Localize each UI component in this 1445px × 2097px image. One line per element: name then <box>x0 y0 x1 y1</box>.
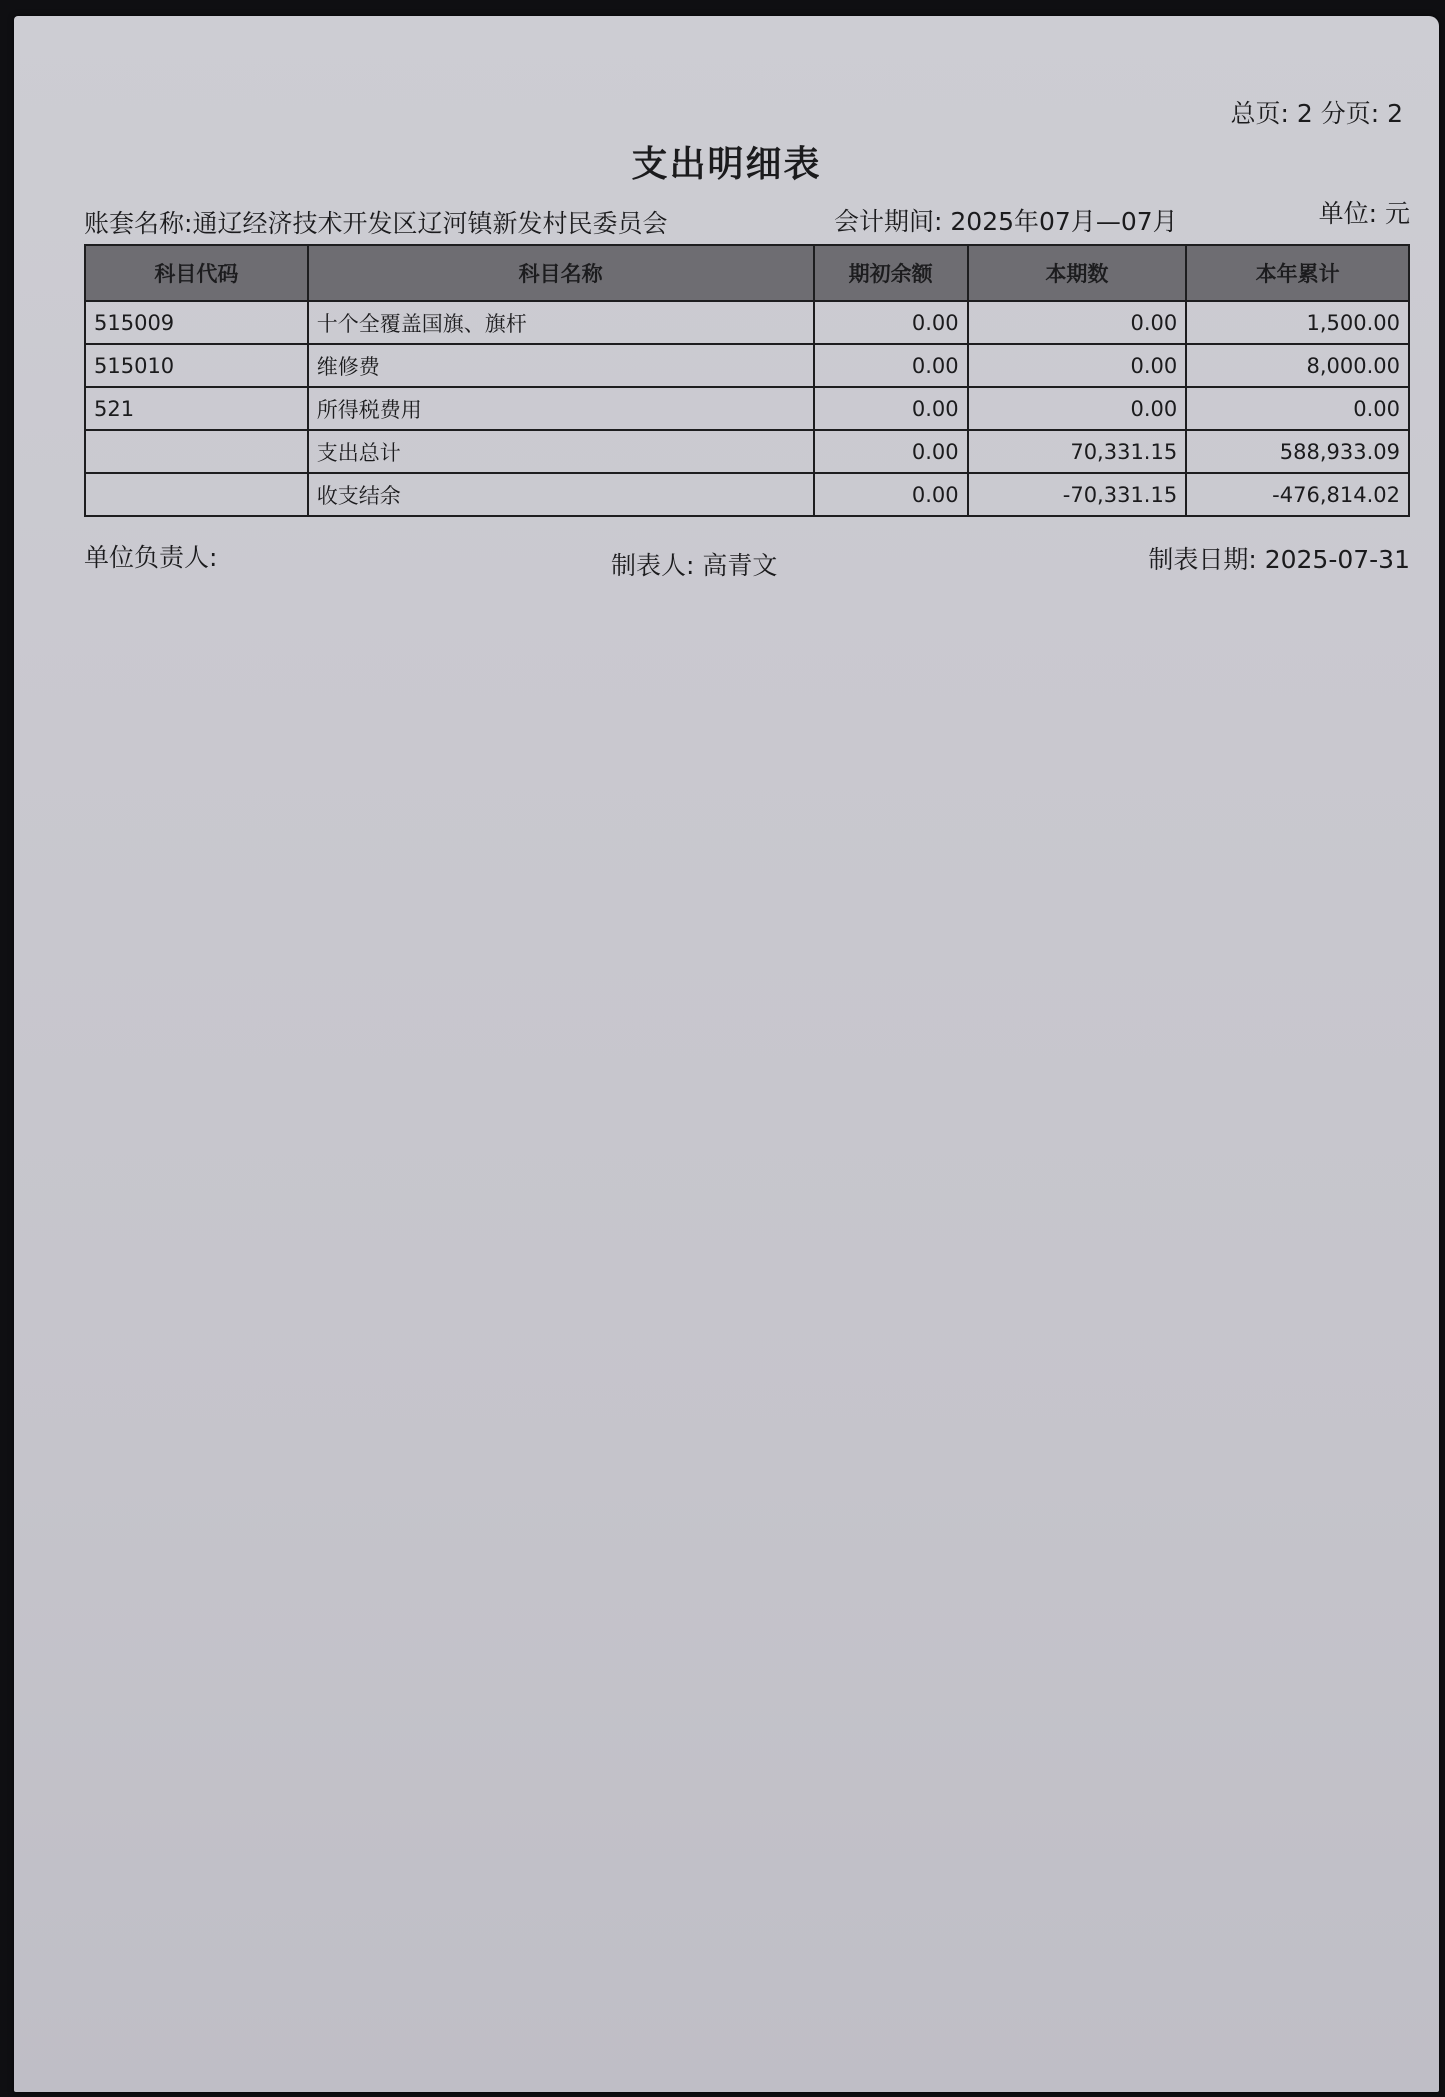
cell-opening: 0.00 <box>814 301 968 344</box>
preparer-name: 高青文 <box>702 551 778 580</box>
date-value: 2025-07-31 <box>1264 545 1410 574</box>
page-counter <box>1230 94 1403 130</box>
cell-ytd: -476,814.02 <box>1186 473 1409 516</box>
cell-code <box>85 430 308 473</box>
table-row <box>85 344 1409 387</box>
table-row <box>85 430 1409 473</box>
date-label: 制表日期: <box>1148 545 1257 574</box>
cell-ytd: 1,500.00 <box>1186 301 1409 344</box>
cell-period: -70,331.15 <box>968 473 1187 516</box>
cell-name: 十个全覆盖国旗、旗杆 <box>308 301 814 344</box>
expense-detail-table <box>84 244 1410 517</box>
column-header-name: 科目名称 <box>308 245 814 301</box>
account-name-label: 账套名称: <box>84 209 193 238</box>
unit-label: 单位: <box>1318 199 1378 228</box>
cell-period: 70,331.15 <box>968 430 1187 473</box>
preparer-label: 制表人: <box>611 551 695 580</box>
cell-period: 0.00 <box>968 387 1187 430</box>
account-name-value: 通辽经济技术开发区辽河镇新发村民委员会 <box>192 209 668 238</box>
cell-ytd: 8,000.00 <box>1186 344 1409 387</box>
column-header-code: 科目代码 <box>85 245 308 301</box>
table-row <box>85 473 1409 516</box>
currency-unit <box>1319 194 1410 230</box>
document-page <box>14 16 1439 2092</box>
cell-name: 维修费 <box>308 344 814 387</box>
cell-code <box>85 473 308 516</box>
cell-name: 收支结余 <box>308 473 814 516</box>
total-pages-label: 总页: <box>1230 99 1289 128</box>
cell-ytd: 588,933.09 <box>1186 430 1409 473</box>
report-info-row <box>84 194 1410 238</box>
cell-name: 支出总计 <box>308 430 814 473</box>
table-header-row <box>85 245 1409 301</box>
page-number: 2 <box>1387 99 1403 128</box>
period-label: 会计期间: <box>834 207 943 236</box>
cell-code: 515010 <box>85 344 308 387</box>
preparer <box>611 546 777 582</box>
column-header-ytd: 本年累计 <box>1186 245 1409 301</box>
page-number-label: 分页: <box>1320 99 1380 128</box>
cell-period: 0.00 <box>968 344 1187 387</box>
accounting-period <box>834 202 1178 238</box>
table-row <box>85 301 1409 344</box>
cell-opening: 0.00 <box>814 473 968 516</box>
unit-head-label: 单位负责人: <box>84 543 218 572</box>
period-value: 2025年07月—07月 <box>950 207 1178 236</box>
cell-code: 515009 <box>85 301 308 344</box>
cell-name: 所得税费用 <box>308 387 814 430</box>
cell-opening: 0.00 <box>814 387 968 430</box>
preparation-date <box>1148 540 1410 576</box>
unit-value: 元 <box>1384 199 1410 228</box>
account-name <box>84 204 667 240</box>
column-header-opening: 期初余额 <box>814 245 968 301</box>
cell-code: 521 <box>85 387 308 430</box>
total-pages: 2 <box>1296 99 1313 128</box>
cell-opening: 0.00 <box>814 430 968 473</box>
column-header-period: 本期数 <box>968 245 1187 301</box>
cell-period: 0.00 <box>968 301 1187 344</box>
cell-opening: 0.00 <box>814 344 968 387</box>
report-title: 支出明细表 <box>631 144 822 185</box>
cell-ytd: 0.00 <box>1186 387 1409 430</box>
table-row <box>85 387 1409 430</box>
report-footer <box>84 538 1410 578</box>
